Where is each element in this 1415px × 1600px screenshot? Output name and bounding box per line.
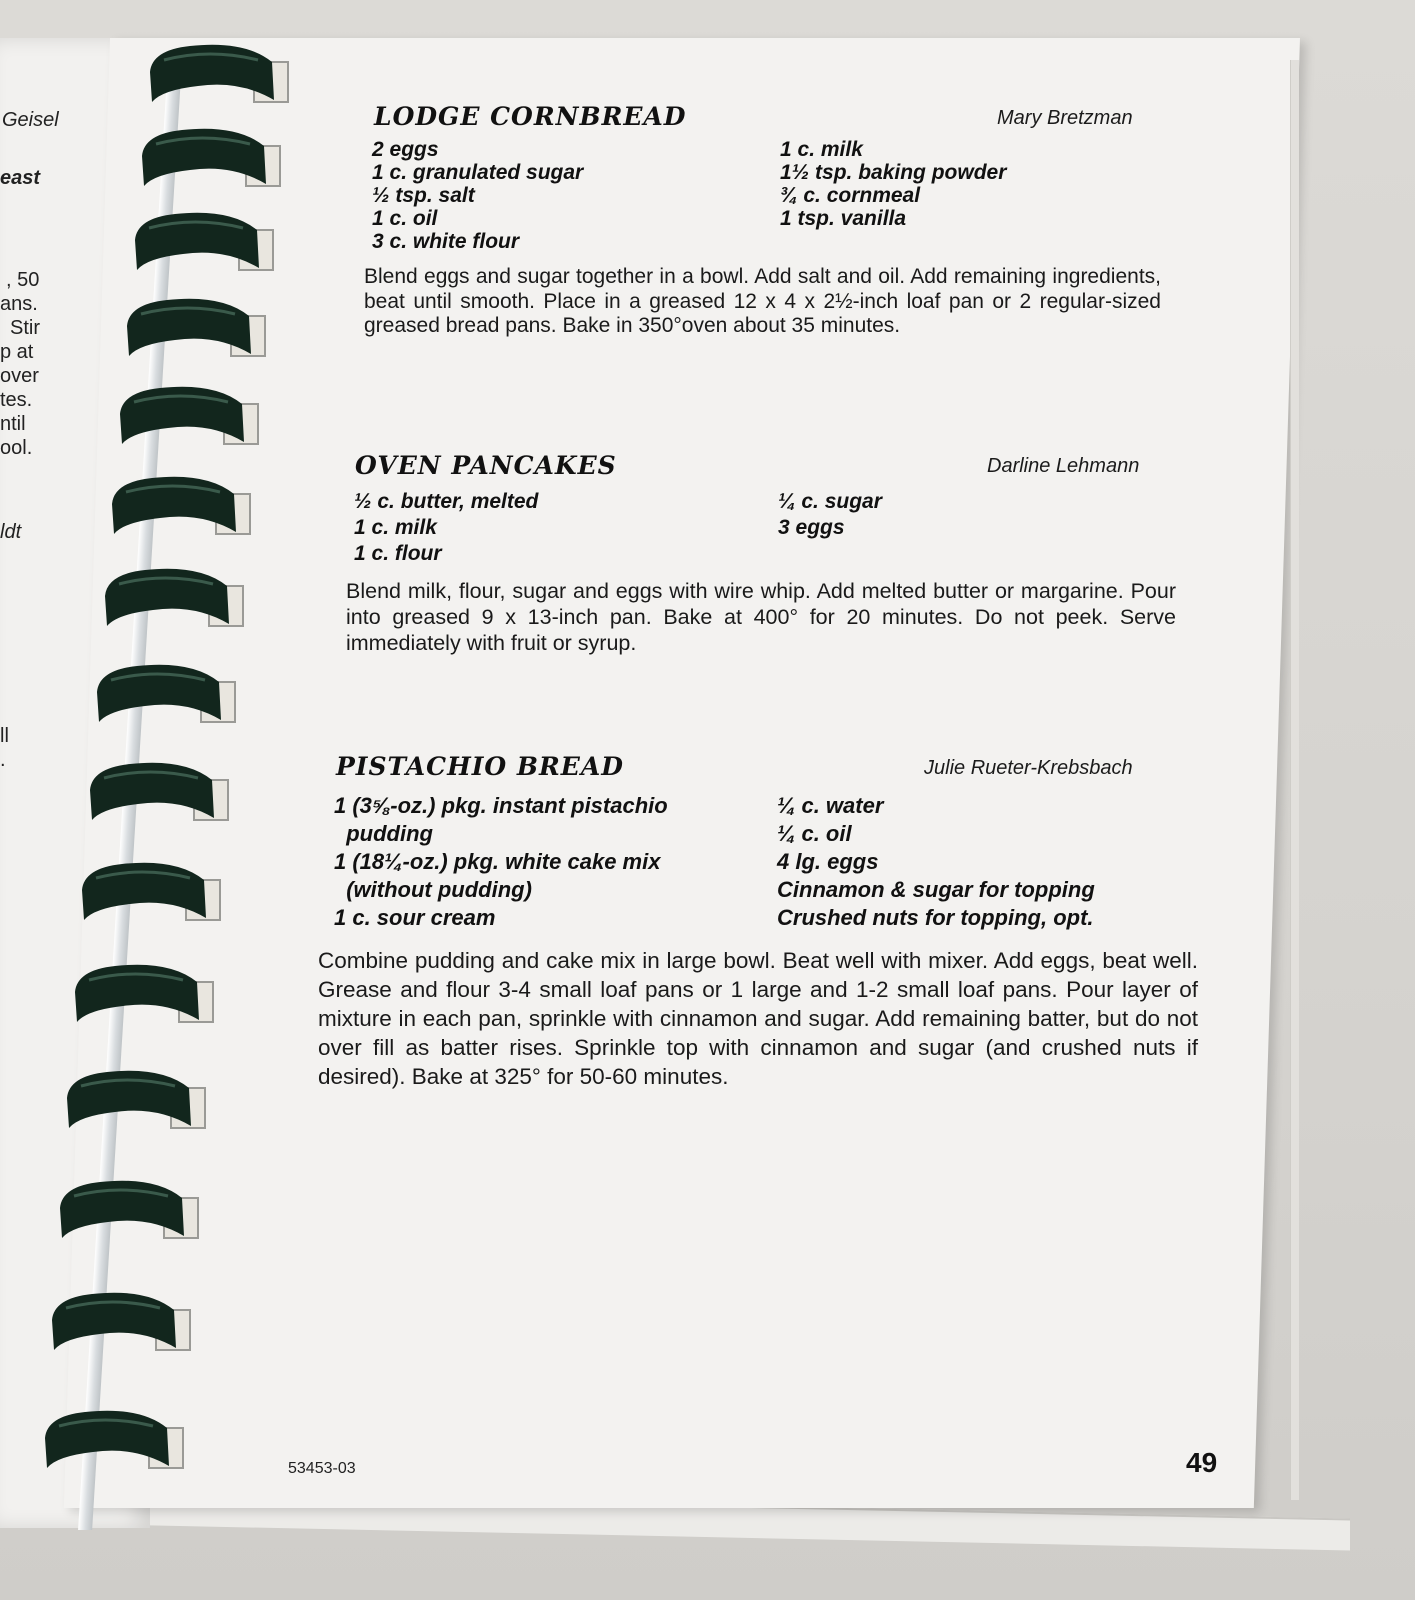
ingredient-line: (without pudding) (334, 877, 532, 902)
ingredient-line: 1 (18¼-oz.) pkg. white cake mix (334, 849, 661, 874)
recipe-title: OVEN PANCAKES (355, 451, 617, 480)
ingredients-left (354, 489, 538, 567)
ingredient-line: ¼ c. oil (777, 821, 852, 846)
ingredient-line: 2 eggs (372, 138, 439, 161)
ingredient-line: ¼ c. sugar (778, 490, 882, 513)
recipe-directions: Combine pudding and cake mix in large bowl. Beat well with mixer. Add eggs, beat well. Grease and flour 3-4 small loaf pans or 1 large and 1-2 small loaf pans. Pour layer of mixture in each pan, sprinkle with cinnamon and sugar. Add remaining batter, but do not over fill as batter rises. Sprinkle top with cinnamon and sugar (and crushed nuts if desired). Bake at 325° for 50-60 minutes. (318, 948, 1198, 1089)
page-number: 49 (1186, 1447, 1218, 1478)
spiral-binding (0, 0, 320, 1600)
ingredient-line: ¼ c. water (777, 793, 884, 818)
coil-loop (52, 1293, 190, 1350)
recipe-contributor: Darline Lehmann (987, 455, 1140, 477)
ingredient-line: 3 c. white flour (372, 230, 520, 253)
coil-loop (60, 1181, 198, 1238)
coil-loop (90, 763, 228, 820)
ingredient-line: 1 c. sour cream (334, 905, 496, 930)
left-page-text-fragment: Geisel (2, 109, 59, 131)
coil-loop (127, 299, 265, 356)
coil-loop (67, 1071, 205, 1128)
ingredient-line: 1 c. milk (354, 516, 437, 539)
ingredient-line: 1 c. oil (372, 207, 438, 230)
ingredient-line: 4 lg. eggs (777, 849, 879, 874)
ingredient-line: ½ tsp. salt (372, 184, 475, 207)
ingredient-line: Crushed nuts for topping, opt. (777, 905, 1094, 930)
coil-loop (75, 965, 213, 1022)
recipe-title: LODGE CORNBREAD (374, 102, 687, 131)
coil-loop (112, 477, 250, 534)
coil-loop (150, 45, 288, 102)
ingredients-left (372, 138, 583, 253)
left-page-text-fragment: . (0, 749, 6, 771)
coil-loop (82, 863, 220, 920)
left-page-text-fragment: ldt (0, 521, 22, 543)
recipe-directions: Blend milk, flour, sugar and eggs with wire whip. Add melted butter or margarine. Pour into greased 9 x 13-inch pan. Bake at 400° for 20 minutes. Do not peek. Serve immediately with fruit or syrup. (346, 579, 1176, 655)
ingredient-line: pudding (334, 821, 433, 846)
coil-loop (120, 387, 258, 444)
ingredient-line: Cinnamon & sugar for topping (777, 877, 1095, 902)
coil-loop (105, 569, 243, 626)
left-page-text-fragment: , 50 (6, 269, 40, 291)
left-page-text-fragment: ll (0, 725, 9, 747)
left-page-text-fragment: Stir (10, 317, 40, 339)
ingredient-line: 1 c. granulated sugar (372, 161, 584, 184)
left-page-text-fragment: ans. (0, 293, 38, 315)
ingredient-line: ½ c. butter, melted (354, 490, 539, 513)
coil-loop (135, 213, 273, 270)
ingredient-line: ¾ c. cornmeal (780, 184, 921, 207)
recipe-directions: Blend eggs and sugar together in a bowl. Add salt and oil. Add remaining ingredients, beat until smooth. Place in a greased 12 x 4 x 2½-inch loaf pan or 2 regular-sized greased bread pans. Bake in 350°oven about 35 minutes. (364, 265, 1161, 337)
ingredient-line: 1 c. flour (354, 542, 442, 565)
left-page-text-fragment: tes. (0, 389, 33, 411)
ingredient-line: 3 eggs (778, 516, 845, 539)
ingredient-line: 1 tsp. vanilla (780, 207, 907, 230)
recipe-contributor: Julie Rueter-Krebsbach (924, 757, 1133, 779)
left-page-text-fragment: p at (0, 341, 34, 363)
coil-loop (97, 665, 235, 722)
ingredient-line: 1 c. milk (780, 138, 863, 161)
left-page-text-fragment: ntil (0, 413, 26, 435)
ingredient-line: 1½ tsp. baking powder (780, 161, 1007, 184)
ingredient-line: 1 (3⅝-oz.) pkg. instant pistachio (334, 793, 668, 818)
left-page-text-fragment: ool. (0, 437, 33, 459)
left-page-text-fragment: over (0, 365, 39, 387)
ingredients-left (334, 792, 668, 932)
page-code: 53453-03 (288, 1460, 356, 1477)
recipe-contributor: Mary Bretzman (997, 107, 1133, 129)
coil-loop (142, 129, 280, 186)
ingredients-right (780, 138, 1006, 230)
ingredients-right (778, 489, 882, 541)
recipe-title: PISTACHIO BREAD (336, 752, 624, 781)
coil-loop (45, 1411, 183, 1468)
left-page-text-fragment: east (0, 167, 41, 189)
ingredients-right (777, 792, 1095, 932)
